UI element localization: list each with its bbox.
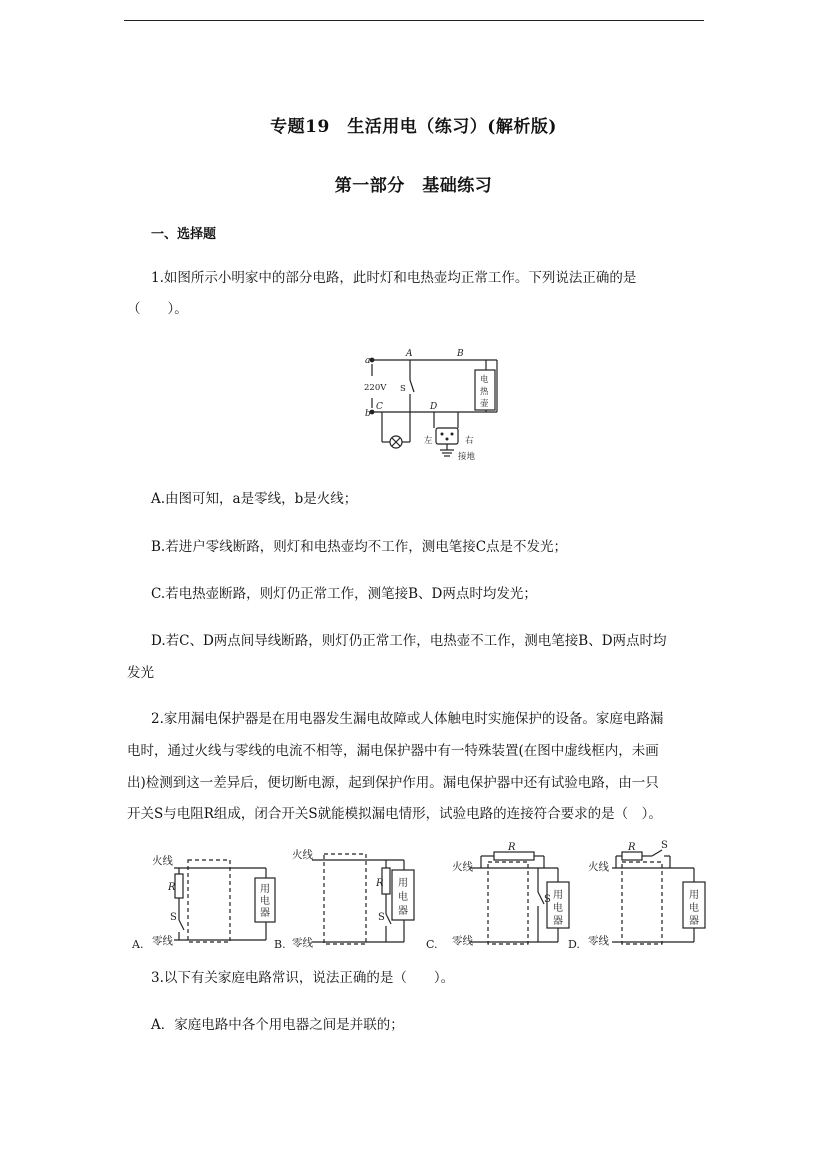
q2a-appliance-char1: 用 — [260, 884, 270, 895]
q2-option-d-label: D. — [568, 938, 580, 951]
q1-label-D: D — [430, 402, 438, 412]
q1-kettle-char1: 电 — [480, 375, 489, 385]
q1-ground-label: 接地 — [458, 452, 476, 462]
page-subtitle: 第一部分 基础练习 — [334, 176, 493, 196]
q2-option-b-label: B. — [274, 938, 286, 951]
q1-voltage-label: 220V — [364, 383, 387, 393]
q2-option-c-label: C. — [426, 938, 438, 951]
q2b-appliance-char1: 用 — [398, 878, 408, 889]
q2d-switch-label: S — [661, 840, 668, 851]
page-title: 专题19 生活用电（练习）(解析版) — [270, 117, 557, 137]
q1-option-c: C.若电热壶断路，则灯仍正常工作，测笔接B、D两点时均发光； — [151, 586, 537, 602]
q2-stem-line1: 2.家用漏电保护器是在用电器发生漏电故障或人体触电时实施保护的设备。家庭电路漏 — [151, 711, 664, 727]
header-rule — [124, 20, 704, 21]
q2c-live-label: 火线 — [452, 861, 473, 873]
q1-label-b: b — [365, 409, 371, 419]
section-heading: 一、选择题 — [151, 227, 217, 242]
q3-stem: 3.以下有关家庭电路常识，说法正确的是（ ）。 — [151, 970, 455, 986]
q2-stem-line2: 电时，通过火线与零线的电流不相等，漏电保护器中有一特殊装置(在图中虚线框内，未画 — [127, 743, 659, 759]
q1-label-A: A — [406, 349, 413, 359]
q1-circuit-figure — [362, 346, 512, 464]
q2b-appliance-char2: 电 — [398, 892, 408, 903]
q2a-live-label: 火线 — [152, 855, 173, 867]
q2a-switch-label: S — [170, 912, 177, 923]
q2d-live-label: 火线 — [588, 861, 609, 873]
q2c-resistor-label: R — [508, 842, 516, 853]
q1-label-C: C — [376, 402, 383, 412]
q1-stem-line2: （ ）。 — [127, 301, 188, 317]
q2b-switch-label: S — [378, 912, 385, 923]
q2d-appliance-char1: 用 — [689, 890, 699, 901]
q2c-appliance-char2: 电 — [553, 903, 563, 914]
q2a-resistor-label: R — [168, 882, 176, 893]
q1-label-a: a — [365, 356, 371, 366]
q2b-neutral-label: 零线 — [292, 937, 313, 949]
q1-socket-left: 左 — [424, 436, 433, 446]
q2-stem-line3: 出)检测到这一差异后，便切断电源，起到保护作用。漏电保护器中还有试验电路，由一只 — [127, 775, 659, 791]
q1-option-d-line1: D.若C、D两点间导线断路，则灯仍正常工作，电热壶不工作，测电笔接B、D两点时均 — [151, 633, 667, 649]
q1-stem-line1: 1.如图所示小明家中的部分电路，此时灯和电热壶均正常工作。下列说法正确的是 — [151, 270, 637, 286]
q2b-resistor-label: R — [376, 878, 384, 889]
q2d-appliance-char2: 电 — [689, 903, 699, 914]
q1-switch-label: S — [400, 384, 406, 394]
q2-circuits-figure — [126, 840, 706, 954]
q1-kettle-char3: 壶 — [480, 399, 489, 409]
q2d-appliance-char3: 器 — [689, 916, 699, 927]
q2c-appliance-char1: 用 — [553, 890, 563, 901]
q2a-neutral-label: 零线 — [152, 935, 173, 947]
q2-option-a-label: A. — [132, 938, 144, 951]
q2-stem-line4: 开关S与电阻R组成，闭合开关S就能模拟漏电情形，试验电路的连接符合要求的是（ ）。 — [127, 806, 662, 822]
q1-kettle-char2: 热 — [480, 387, 489, 397]
q2a-appliance-char2: 电 — [260, 896, 270, 907]
q2d-resistor-label: R — [628, 842, 636, 853]
q1-label-B: B — [457, 349, 464, 359]
q2c-switch-label: S — [544, 894, 551, 905]
q2c-neutral-label: 零线 — [452, 935, 473, 947]
q2a-appliance-char3: 器 — [260, 908, 270, 919]
q1-option-d-line2: 发光 — [127, 665, 154, 681]
q3-option-a: A．家庭电路中各个用电器之间是并联的； — [151, 1017, 404, 1033]
q1-socket-right: 右 — [465, 436, 474, 446]
q1-option-a: A.由图可知，a是零线，b是火线； — [151, 491, 358, 507]
q2b-appliance-char3: 器 — [398, 906, 408, 917]
q2c-appliance-char3: 器 — [553, 916, 563, 927]
q2d-neutral-label: 零线 — [588, 935, 609, 947]
q2b-live-label: 火线 — [292, 849, 313, 861]
q1-option-b: B.若进户零线断路，则灯和电热壶均不工作，测电笔接C点是不发光； — [151, 539, 568, 555]
